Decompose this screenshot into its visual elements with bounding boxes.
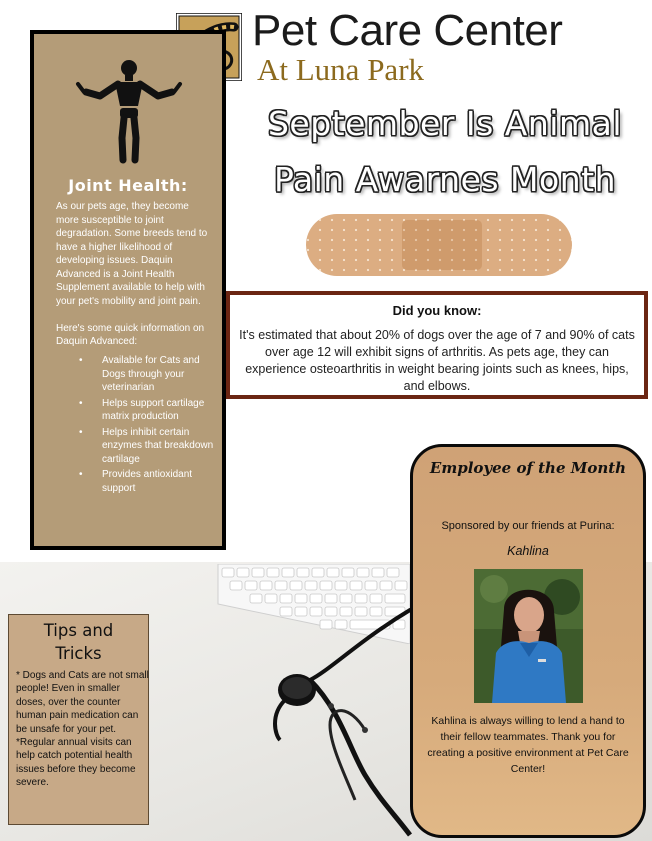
joint-health-sidebar xyxy=(30,30,226,550)
employee-photo xyxy=(474,569,583,703)
tips-title-line-1: Tips and xyxy=(43,621,114,640)
joint-health-heading: Joint Health: xyxy=(68,176,188,195)
tips-title-line-2: Tricks xyxy=(55,644,102,663)
brand-title: Pet Care Center xyxy=(252,6,563,55)
headline xyxy=(246,96,644,208)
did-you-know-body: It's estimated that about 20% of dogs over the age of 7 and 90% of cats over age 12 will exhibit signs of arthritis. As pets age, they can experience osteoarthritis in weight bearing joints such as knees, hips, and elbows. xyxy=(239,328,635,393)
employee-of-the-month-card xyxy=(410,444,646,838)
tip-item: *Regular annual visits can help catch potential health issues before they become severe. xyxy=(16,737,136,789)
joint-health-paragraph: As our pets age, they become more susceptible to joint degradation. Some breeds tend to have a higher likelihood of developing issues. Daquin Advanced is a Joint Health Supplement available to help with your pet's mobility and joint pain. xyxy=(56,201,208,307)
list-item: • Available for Cats and Dogs through your veterinarian xyxy=(102,354,222,395)
employee-title: Employee of the Month xyxy=(429,459,627,477)
headline-line-2: Pain Awarnes Month xyxy=(274,160,616,199)
daquin-benefits-list xyxy=(102,354,222,497)
employee-description: Kahlina is always willing to lend a hand to their fellow teammates. Thank you for creating a positive environment at Pet Care Center! xyxy=(427,715,629,775)
bandage-illustration xyxy=(304,206,574,284)
did-you-know-box xyxy=(226,291,648,399)
list-item: • Helps support cartilage matrix production xyxy=(102,397,222,424)
tips-and-tricks-box xyxy=(8,614,149,825)
list-item: • Provides antioxidant support xyxy=(102,468,222,495)
tips-body xyxy=(16,669,149,790)
did-you-know-title: Did you know: xyxy=(392,303,482,318)
stethoscope-illustration xyxy=(160,600,420,841)
tips-title xyxy=(9,619,148,665)
list-item: • Helps inhibit certain enzymes that breakdown cartilage xyxy=(102,426,222,467)
employee-sponsor: Sponsored by our friends at Purina: xyxy=(441,520,615,532)
tip-item: * Dogs and Cats are not small people! Even in smaller doses, over the counter human pain medication can be unsafe for your pet. xyxy=(16,670,149,735)
brand-subtitle: At Luna Park xyxy=(257,52,425,87)
daquin-intro: Here's some quick information on Daquin Advanced: xyxy=(56,322,205,347)
employee-name: Kahlina xyxy=(507,544,549,558)
wooden-mannequin-icon xyxy=(74,56,184,164)
headline-line-1: September Is Animal xyxy=(267,104,622,143)
joint-health-body xyxy=(56,200,236,349)
